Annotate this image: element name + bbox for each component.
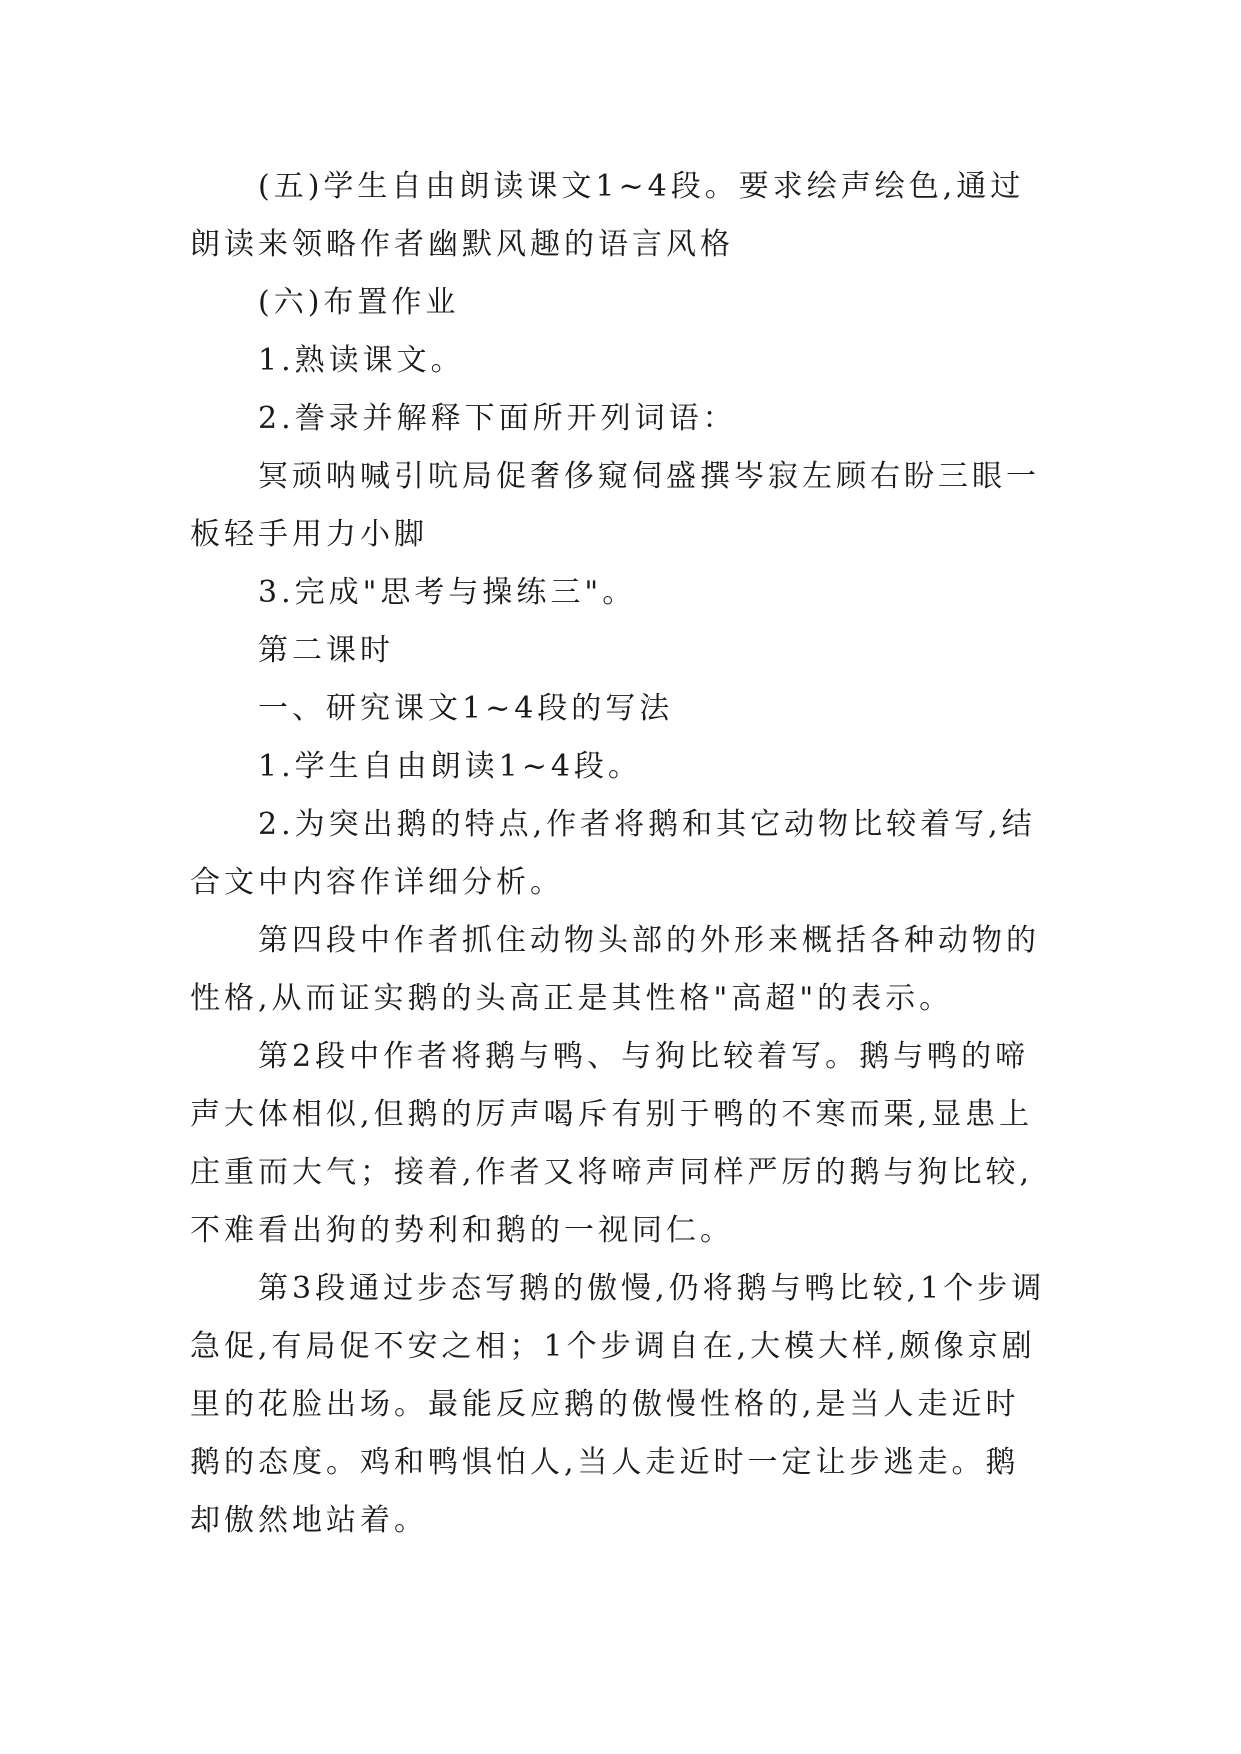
- paragraph-step-1: 1.学生自由朗读1~4段。: [258, 749, 642, 784]
- paragraph-section-heading: 一、研究课文1~4段的写法: [258, 691, 674, 726]
- paragraph-analysis-3: 第3段通过步态写鹅的傲慢,仍将鹅与鸭比较,1个步调急促,有局促不安之相；1个步调自在,大模大样,颇像京剧里的花脸出场。最能反应鹅的傲慢性格的,是当人走近时鹅的态度。鸡和鸭惧怕人,当人走近时一定让步逃走。鹅却傲然地站着。: [190, 1271, 1046, 1538]
- paragraph-step-2: 2.为突出鹅的特点,作者将鹅和其它动物比较着写,结合文中内容作详细分析。: [190, 807, 1036, 900]
- paragraph-analysis-4: 第四段中作者抓住动物头部的外形来概括各种动物的性格,从而证实鹅的头高正是其性格"高超"的表示。: [190, 923, 1040, 1016]
- paragraph-homework-item-2: 2.誊录并解释下面所开列词语：: [258, 401, 737, 436]
- paragraph-vocabulary-list: 冥顽呐喊引吭局促奢侈窥伺盛撰岑寂左顾右盼三眼一板轻手用力小脚: [190, 459, 1040, 552]
- paragraph-homework-item-3: 3.完成"思考与操练三"。: [258, 575, 637, 610]
- document-body: [190, 158, 1052, 1550]
- paragraph-homework-heading: (六)布置作业: [258, 285, 460, 320]
- paragraph-second-lesson-heading: 第二课时: [258, 633, 394, 668]
- paragraph-analysis-2: 第2段中作者将鹅与鸭、与狗比较着写。鹅与鸭的啼声大体相似,但鹅的厉声喝斥有别于鸭的不寒而栗,显患上庄重而大气；接着,作者又将啼声同样严厉的鹅与狗比较,不难看出狗的势利和鹅的一视同仁。: [190, 1039, 1034, 1248]
- paragraph-reading-task: (五)学生自由朗读课文1~4段。要求绘声绘色,通过朗读来领略作者幽默风趣的语言风格: [190, 169, 1025, 262]
- paragraph-homework-item-1: 1.熟读课文。: [258, 343, 465, 378]
